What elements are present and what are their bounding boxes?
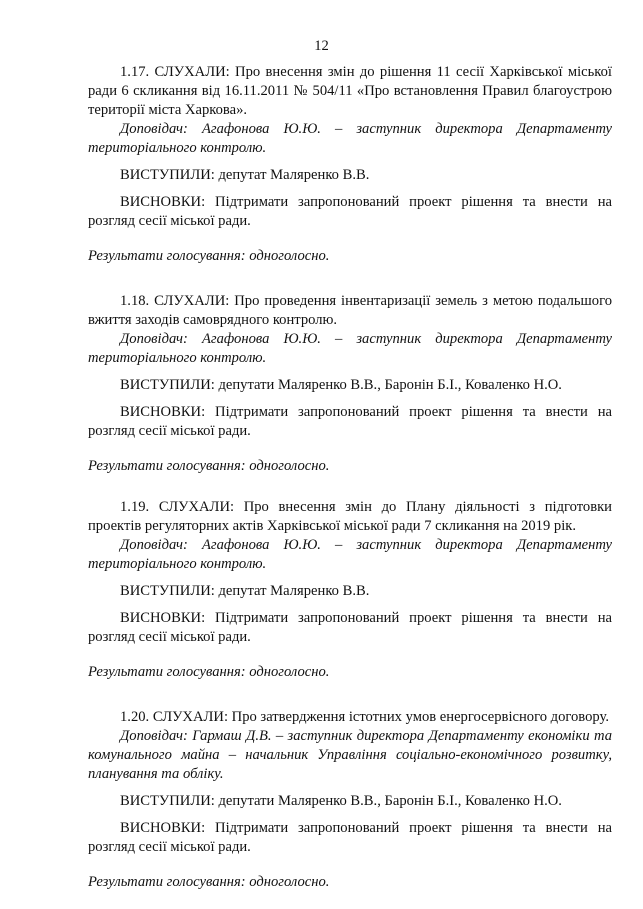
vote-result: Результати голосування: одноголосно.: [88, 664, 330, 680]
agenda-item-1-20: [88, 708, 612, 892]
conclusion-text: ВИСНОВКИ: Підтримати запропонований проект рішення та внести на розгляд сесії міської ради.: [88, 610, 612, 645]
conclusion-text: ВИСНОВКИ: Підтримати запропонований проект рішення та внести на розгляд сесії міської ради.: [88, 404, 612, 439]
vote-result: Результати голосування: одноголосно.: [88, 874, 330, 890]
heard-text: 1.18. СЛУХАЛИ: Про проведення інвентаризації земель з метою подальшого вжиття заходів самоврядного контролю.: [88, 293, 612, 328]
speaker-text: Доповідач: Гармаш Д.В. – заступник директора Департаменту економіки та комунального майна – начальник Управління соціально-економічного розвитку, планування та обліку.: [88, 728, 612, 782]
heard-text: 1.20. СЛУХАЛИ: Про затвердження істотних умов енергосервісного договору.: [120, 709, 609, 725]
spoke-text: ВИСТУПИЛИ: депутат Маляренко В.В.: [120, 167, 370, 183]
spoke-text: ВИСТУПИЛИ: депутати Маляренко В.В., Баронін Б.І., Коваленко Н.О.: [120, 377, 562, 393]
vote-result: Результати голосування: одноголосно.: [88, 248, 330, 264]
heard-text: 1.17. СЛУХАЛИ: Про внесення змін до рішення 11 сесії Харківської міської ради 6 скликання від 16.11.2011 № 504/11 «Про встановлення Правил благоустрою території міста Харкова».: [88, 64, 612, 118]
agenda-item-1-18: [88, 292, 612, 476]
speaker-text: Доповідач: Агафонова Ю.Ю. – заступник директора Департаменту територіального контролю.: [88, 331, 612, 366]
conclusion-text: ВИСНОВКИ: Підтримати запропонований проект рішення та внести на розгляд сесії міської ради.: [88, 820, 612, 855]
conclusion-text: ВИСНОВКИ: Підтримати запропонований проект рішення та внести на розгляд сесії міської ради.: [88, 194, 612, 229]
speaker-text: Доповідач: Агафонова Ю.Ю. – заступник директора Департаменту територіального контролю.: [88, 537, 612, 572]
minutes-content: [88, 63, 612, 892]
speaker-text: Доповідач: Агафонова Ю.Ю. – заступник директора Департаменту територіального контролю.: [88, 121, 612, 156]
vote-result: Результати голосування: одноголосно.: [88, 458, 330, 474]
spoke-text: ВИСТУПИЛИ: депутат Маляренко В.В.: [120, 583, 370, 599]
page-number: 12: [314, 38, 329, 54]
agenda-item-1-17: [88, 63, 612, 266]
agenda-item-1-19: [88, 498, 612, 682]
spoke-text: ВИСТУПИЛИ: депутати Маляренко В.В., Баронін Б.І., Коваленко Н.О.: [120, 793, 562, 809]
heard-text: 1.19. СЛУХАЛИ: Про внесення змін до Плану діяльності з підготовки проектів регуляторних актів Харківської міської ради 7 скликання на 2019 рік.: [88, 499, 612, 534]
